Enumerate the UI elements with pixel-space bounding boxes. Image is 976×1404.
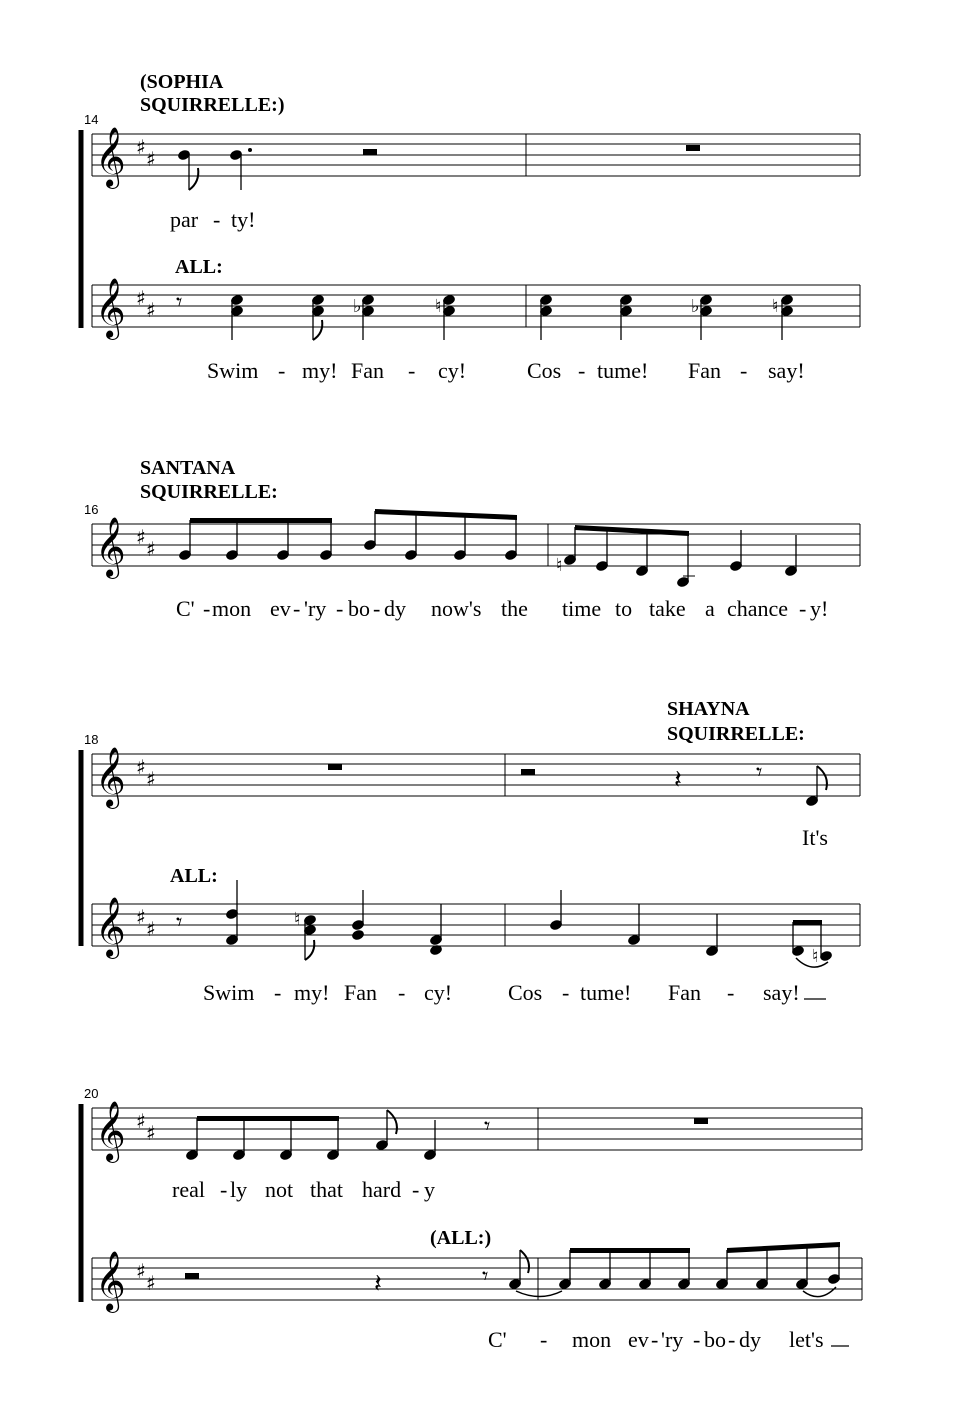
treble-clef-icon: 𝄞 (95, 747, 126, 807)
lyric-hyphen: - (728, 1327, 736, 1352)
lyric-syllable: 'ry (661, 1327, 684, 1352)
key-sharp-icon: ♯ (146, 1271, 156, 1295)
staff-lines (92, 285, 860, 327)
svg-text:♮: ♮ (812, 946, 819, 967)
staff-all (92, 256, 860, 383)
staff-shayna (92, 698, 860, 850)
lyric-syllable: ly (230, 1177, 248, 1202)
half-rest-icon (521, 769, 535, 775)
lyric-syllable: the (501, 596, 528, 621)
lyric-hyphen: - (220, 1177, 228, 1202)
lyric-syllable: It's (802, 825, 828, 850)
lyric-syllable: cy! (424, 980, 453, 1005)
lyric-syllable: Fan (688, 358, 721, 383)
staff-lines (92, 1258, 862, 1300)
note (508, 1250, 562, 1297)
key-sharp-icon: ♯ (136, 135, 146, 159)
lyrics (176, 596, 828, 621)
lyric-hyphen: - (412, 1177, 420, 1202)
treble-clef-icon: 𝄞 (95, 278, 126, 338)
key-sharp-icon: ♯ (136, 1259, 146, 1283)
lyric-hyphen: - (562, 980, 570, 1005)
treble-clef-icon: 𝄞 (95, 517, 126, 577)
chord (691, 294, 713, 340)
part-label: SQUIRRELLE:) (140, 94, 285, 116)
system-4 (81, 1086, 862, 1352)
system-3 (81, 698, 860, 1005)
staff-sophia (92, 71, 860, 232)
eighth-rest-icon: 𝄾 (482, 1262, 489, 1290)
lyric-syllable: to (615, 596, 633, 621)
key-sharp-icon: ♯ (146, 298, 156, 322)
chord (772, 294, 794, 340)
lyric-syllable: dy (739, 1327, 761, 1352)
key-sharp-icon: ♯ (136, 286, 146, 310)
treble-clef-icon: 𝄞 (95, 1251, 126, 1311)
chord (435, 294, 456, 340)
quarter-rest-icon: 𝄽 (674, 765, 682, 795)
lyric-syllable: mon (572, 1327, 612, 1352)
lyric-syllable: take (649, 596, 686, 621)
lyric-syllable: ty! (231, 207, 256, 232)
note (423, 1120, 437, 1161)
lyric-syllable: Swim (207, 358, 259, 383)
part-label: ALL: (170, 865, 218, 887)
treble-clef-icon: 𝄞 (95, 127, 126, 187)
chord (311, 294, 325, 340)
whole-rest-icon (328, 764, 342, 770)
key-sharp-icon: ♯ (136, 905, 146, 929)
note (705, 914, 719, 957)
staff-all (92, 1227, 862, 1352)
note (229, 148, 252, 190)
lyric-syllable: hard (362, 1177, 402, 1202)
note (375, 1110, 397, 1151)
part-label: SQUIRRELLE: (667, 723, 805, 745)
part-label: ALL: (175, 256, 223, 278)
lyric-hyphen: - (651, 1327, 659, 1352)
lyric-syllable: chance (727, 596, 789, 621)
part-label: SQUIRRELLE: (140, 481, 278, 503)
lyric-syllable: that (310, 1177, 343, 1202)
eighth-rest-icon: 𝄾 (484, 1112, 491, 1140)
lyric-hyphen: - (727, 980, 735, 1005)
eighth-rest-icon: 𝄾 (756, 758, 763, 786)
lyric-syllable: say! (763, 980, 800, 1005)
lyric-syllable: C' (176, 596, 195, 621)
chord (225, 880, 239, 946)
staff-lines (92, 754, 860, 796)
note (549, 890, 563, 931)
half-rest-icon (185, 1273, 199, 1279)
slur (803, 1287, 836, 1297)
lyric-syllable: cy! (438, 358, 467, 383)
lyric-syllable: y! (810, 596, 829, 621)
chord (351, 890, 365, 941)
lyric-hyphen: - (373, 596, 381, 621)
lyric-hyphen: - (540, 1327, 548, 1352)
chord (429, 904, 443, 956)
whole-rest-icon (694, 1118, 708, 1124)
lyric-hyphen: - (740, 358, 748, 383)
key-sharp-icon: ♯ (146, 917, 156, 941)
lyric-syllable: bo (348, 596, 370, 621)
note (805, 766, 827, 807)
measure-number: 16 (84, 502, 99, 517)
lyric-syllable: my! (294, 980, 330, 1005)
lyric-syllable: bo (704, 1327, 726, 1352)
lyric-syllable: dy (384, 596, 406, 621)
lyric-syllable: par (170, 207, 199, 232)
lyric-hyphen: - (693, 1327, 701, 1352)
lyric-hyphen: - (408, 358, 416, 383)
lyric-syllable: Cos (508, 980, 543, 1005)
quarter-rest-icon: 𝄽 (374, 1269, 382, 1299)
lyric-syllable: tume! (580, 980, 632, 1005)
half-rest-icon (363, 149, 377, 155)
key-sharp-icon: ♯ (146, 537, 156, 561)
lyric-syllable: y (424, 1177, 435, 1202)
whole-rest-icon (686, 145, 700, 151)
staff-lines (92, 904, 860, 946)
measure-number: 18 (84, 732, 99, 747)
beamed-notes (791, 920, 833, 967)
key-sharp-icon: ♯ (146, 147, 156, 171)
key-sharp-icon: ♯ (136, 525, 146, 549)
lyrics (207, 358, 805, 383)
lyric-syllable: now's (431, 596, 482, 621)
staff-voice (92, 1101, 862, 1202)
part-label: SANTANA (140, 457, 236, 479)
lyric-syllable: mon (212, 596, 252, 621)
staff-lines (92, 134, 860, 176)
part-label: (SOPHIA (140, 71, 224, 93)
key-sharp-icon: ♯ (146, 1121, 156, 1145)
treble-clef-icon: 𝄞 (95, 1101, 126, 1161)
lyric-syllable: 'ry (304, 596, 327, 621)
lyric-syllable: Fan (668, 980, 701, 1005)
lyric-hyphen: - (213, 207, 221, 232)
svg-text:♮: ♮ (294, 909, 301, 930)
tie (516, 1291, 562, 1297)
lyrics (802, 825, 828, 850)
key-sharp-icon: ♯ (136, 1109, 146, 1133)
part-label: SHAYNA (667, 698, 750, 720)
svg-text:♭: ♭ (691, 296, 700, 317)
beamed-notes (558, 1248, 691, 1290)
lyric-syllable: Fan (344, 980, 377, 1005)
chord (539, 294, 553, 340)
measure-number: 20 (84, 1086, 99, 1101)
lyric-syllable: let's (789, 1327, 824, 1352)
lyric-hyphen: - (336, 596, 344, 621)
system-2 (84, 457, 860, 621)
lyric-syllable: Fan (351, 358, 384, 383)
staff-lines (92, 524, 860, 566)
system-1 (81, 71, 860, 383)
svg-text:♮: ♮ (556, 555, 563, 576)
lyric-syllable: Cos (527, 358, 562, 383)
lyric-hyphen: - (274, 980, 282, 1005)
eighth-rest-icon: 𝄾 (176, 288, 183, 316)
lyric-hyphen: - (398, 980, 406, 1005)
staff-all (92, 865, 860, 1005)
treble-clef-icon: 𝄞 (95, 897, 126, 957)
chord (619, 294, 633, 340)
svg-text:♮: ♮ (435, 296, 442, 317)
lyric-hyphen: - (293, 596, 301, 621)
lyric-syllable: ev (270, 596, 291, 621)
lyrics (170, 207, 255, 232)
beamed-notes (363, 509, 518, 561)
lyric-syllable: Swim (203, 980, 255, 1005)
lyric-syllable: say! (768, 358, 805, 383)
lyric-hyphen: - (799, 596, 807, 621)
note (784, 535, 798, 577)
lyrics (203, 980, 826, 1005)
lyric-syllable: C' (488, 1327, 507, 1352)
lyric-syllable: tume! (597, 358, 649, 383)
chord (353, 294, 375, 340)
lyric-syllable: my! (302, 358, 338, 383)
eighth-rest-icon: 𝄾 (176, 908, 183, 936)
lyric-syllable: a (705, 596, 715, 621)
staff-santana (92, 509, 860, 588)
lyric-hyphen: - (578, 358, 586, 383)
part-label: (ALL:) (430, 1227, 492, 1249)
lyrics (172, 1177, 435, 1202)
lyric-syllable: real (172, 1177, 205, 1202)
lyric-hyphen: - (203, 596, 211, 621)
svg-text:♭: ♭ (353, 296, 362, 317)
key-sharp-icon: ♯ (146, 767, 156, 791)
lyric-syllable: not (265, 1177, 294, 1202)
svg-text:♮: ♮ (772, 296, 779, 317)
lyric-hyphen: - (278, 358, 286, 383)
beamed-notes (715, 1242, 841, 1297)
lyrics (488, 1327, 849, 1352)
measure-number: 14 (84, 112, 99, 127)
chord (230, 294, 244, 340)
lyric-syllable: time (562, 596, 602, 621)
note (729, 530, 743, 572)
key-sharp-icon: ♯ (136, 755, 146, 779)
lyric-syllable: ev (628, 1327, 649, 1352)
staff-lines (92, 1108, 862, 1150)
